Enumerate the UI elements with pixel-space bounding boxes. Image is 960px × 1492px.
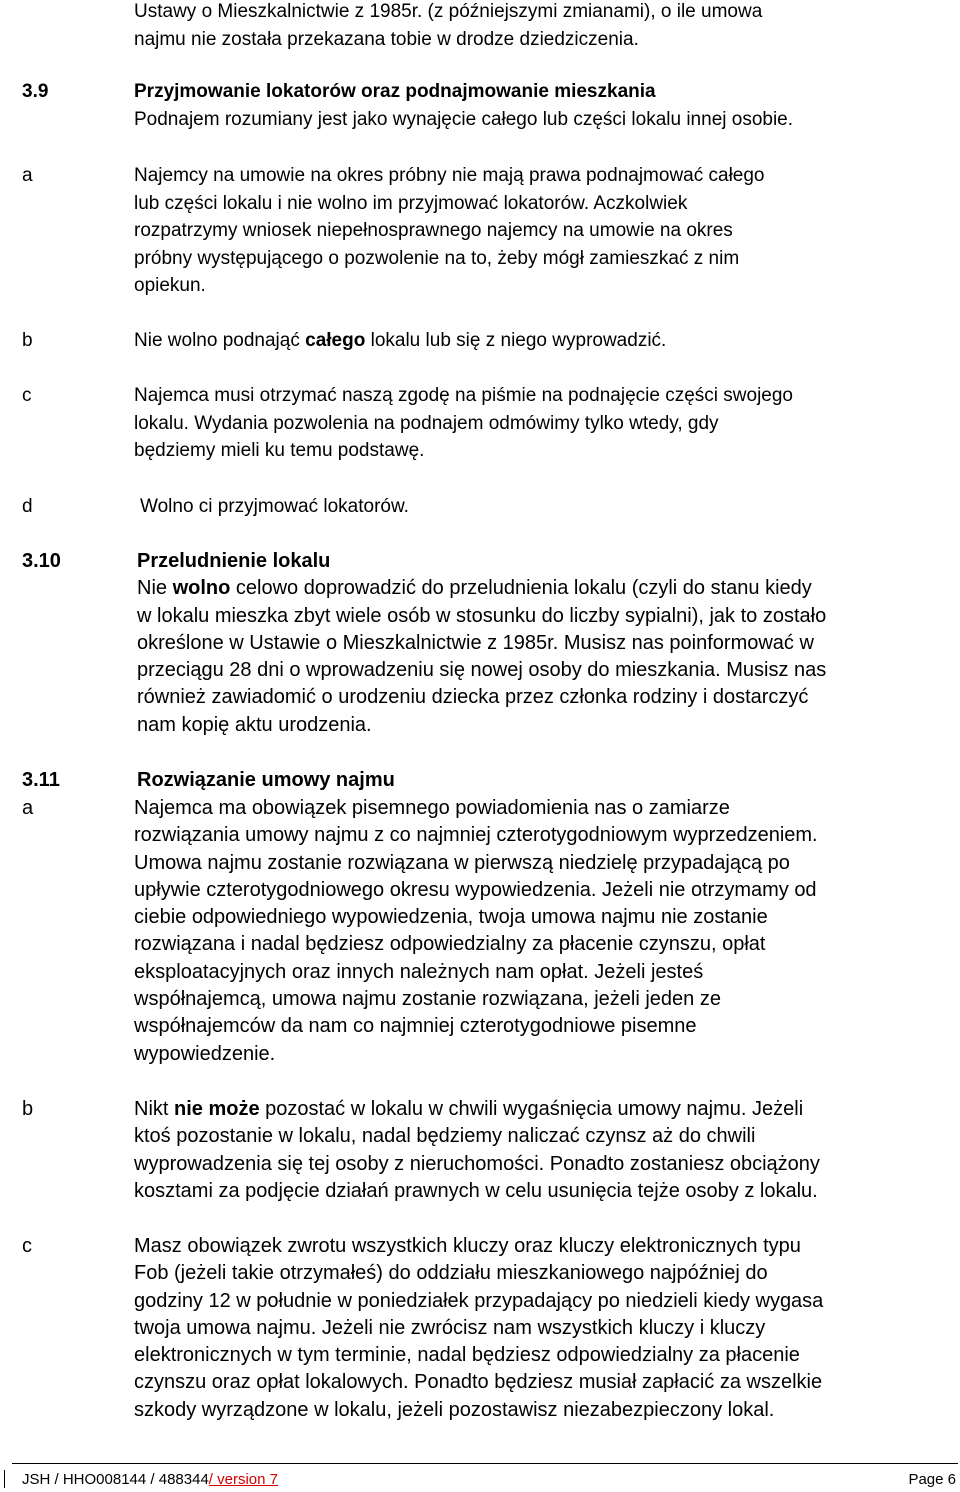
- item-text: celowo doprowadzić do przeludnienia lokalu (czyli do stanu kiedy: [230, 577, 812, 600]
- item-line: lub części lokalu i nie wolno im przyjmować lokatorów. Aczkolwiek: [134, 192, 688, 214]
- document-reference: [22, 1471, 278, 1489]
- item-line: elektronicznych w tym terminie, nadal będziesz odpowiedzialny za płacenie: [134, 1344, 800, 1367]
- item-3-9-a: [134, 162, 960, 300]
- section-description: Podnajem rozumiany jest jako wynajęcie całego lub części lokalu innej osobie.: [134, 108, 794, 130]
- item-line: eksploatacyjnych oraz innych należnych nam opłat. Jeżeli jesteś: [134, 960, 704, 983]
- section-3-9: [134, 78, 960, 133]
- item-line: wyprowadzenia się tej osoby z nieruchomości. Ponadto zostaniesz obciążony: [134, 1152, 820, 1175]
- section-title: Przeludnienie lokalu: [137, 550, 331, 572]
- item-line: twoja umowa najmu. Jeżeli nie zwrócisz nam wszystkich kluczy i kluczy: [134, 1316, 766, 1339]
- item-line: Umowa najmu zostanie rozwiązana w pierwszą niedzielę przypadającą po: [134, 851, 790, 874]
- item-3-9-d: [140, 493, 960, 521]
- item-line: Najemca ma obowiązek pisemnego powiadomienia nas o zamiarze: [134, 797, 730, 819]
- item-3-11-c: [134, 1233, 960, 1424]
- emphasis: całego: [305, 330, 366, 351]
- item-line: szkody wyrządzone w lokalu, jeżeli pozostawisz niezabezpieczony lokal.: [134, 1398, 775, 1421]
- item-text: pozostać w lokalu w chwili wygaśnięcia umowy najmu. Jeżeli: [259, 1098, 804, 1120]
- item-line: opiekun.: [134, 275, 206, 296]
- item-line: ktoś pozostanie w lokalu, nadal będziemy naliczać czynsz aż do chwili: [134, 1125, 756, 1148]
- item-text: Nie wolno podnająć: [134, 330, 306, 351]
- intro-line: najmu nie została przekazana tobie w drodze dziedziczenia.: [134, 28, 639, 50]
- item-line: Fob (jeżeli takie otrzymałeś) do oddziału mieszkaniowego najpóźniej do: [134, 1262, 768, 1285]
- item-text: Nikt: [134, 1098, 174, 1120]
- item-line: nam kopię aktu urodzenia.: [137, 713, 372, 736]
- section-title: Przyjmowanie lokatorów oraz podnajmowanie mieszkania: [134, 81, 656, 102]
- item-line: lokalu. Wydania pozwolenia na podnajem odmówimy tylko wtedy, gdy: [134, 412, 719, 434]
- item-3-11-b: [134, 1096, 960, 1205]
- item-label: b: [22, 1098, 34, 1120]
- section-number: 3.9: [22, 81, 49, 102]
- section-3-11-title: [137, 767, 960, 794]
- item-line: rozwiązania umowy najmu z co najmniej czterotygodniowym wyprzedzeniem.: [134, 824, 818, 847]
- item-label: b: [22, 330, 33, 351]
- item-label: a: [22, 165, 33, 186]
- item-text: lokalu lub się z niego wyprowadzić.: [365, 330, 667, 351]
- item-line: godziny 12 w południe w poniedziałek przypadający po niedzieli kiedy wygasa: [134, 1289, 824, 1312]
- item-line: rozwiązana i nadal będziesz odpowiedzialny za płacenie czynszu, opłat: [134, 933, 766, 956]
- footer-divider: [4, 1470, 5, 1488]
- section-3-10: [137, 548, 960, 739]
- emphasis: wolno: [172, 577, 231, 600]
- item-line: wypowiedzenie.: [134, 1042, 276, 1065]
- item-3-11-a: [134, 795, 960, 1068]
- emphasis: nie może: [174, 1098, 260, 1120]
- item-text: Wolno ci przyjmować lokatorów.: [140, 496, 409, 517]
- item-line: Masz obowiązek zwrotu wszystkich kluczy oraz kluczy elektronicznych typu: [134, 1235, 801, 1257]
- item-line: współnajemców da nam co najmniej czterotygodniowe pisemne: [134, 1015, 697, 1038]
- item-line: czynszu oraz opłat lokalowych. Ponadto będziesz musiał zapłacić za wszelkie: [134, 1371, 823, 1394]
- item-3-9-b: [134, 327, 960, 355]
- section-title: Rozwiązanie umowy najmu: [137, 769, 395, 791]
- intro-paragraph: [134, 0, 960, 53]
- item-label: d: [22, 496, 33, 517]
- page-number: Page 6: [908, 1471, 956, 1488]
- item-line: rozpatrzymy wniosek niepełnosprawnego najemcy na umowie na okres: [134, 220, 733, 241]
- item-3-9-c: [134, 382, 960, 465]
- item-line: współnajemcą, umowa najmu zostanie rozwiązana, jeżeli jeden ze: [134, 988, 721, 1011]
- section-number: 3.10: [22, 550, 61, 572]
- item-label: c: [22, 1235, 32, 1257]
- item-label: a: [22, 797, 34, 819]
- item-text: Nie: [137, 577, 173, 600]
- item-line: będziemy mieli ku temu podstawę.: [134, 440, 425, 461]
- intro-line: Ustawy o Mieszkalnictwie z 1985r. (z późniejszymi zmianami), o ile umowa: [134, 1, 763, 22]
- item-line: w lokalu mieszka zbyt wiele osób w stosunku do liczby sypialni), jak to zostało: [137, 604, 827, 627]
- item-line: Najemcy na umowie na okres próbny nie mają prawa podnajmować całego: [134, 165, 765, 186]
- item-line: również zawiadomić o urodzeniu dziecka przez członka rodziny i dostarczyć: [137, 686, 809, 709]
- item-line: kosztami za podjęcie działań prawnych w celu usunięcia tejże osoby z lokalu.: [134, 1179, 818, 1202]
- page-footer: [0, 1458, 960, 1492]
- item-line: przeciągu 28 dni o wprowadzeniu się nowej osoby do mieszkania. Musisz nas: [137, 659, 827, 682]
- section-number: 3.11: [22, 769, 60, 791]
- footer-rule: [12, 1463, 958, 1464]
- item-label: c: [22, 385, 32, 406]
- version-label: / version 7: [208, 1471, 278, 1488]
- item-line: upływie czterotygodniowego okresu wypowiedzenia. Jeżeli nie otrzymamy od: [134, 878, 817, 901]
- item-line: ciebie odpowiedniego wypowiedzenia, twoja umowa najmu nie zostanie: [134, 906, 768, 929]
- item-line: Najemca musi otrzymać naszą zgodę na piśmie na podnajęcie części swojego: [134, 385, 793, 406]
- item-line: próbny występującego o pozwolenie na to, żeby mógł zamieszkać z nim: [134, 247, 740, 269]
- reference-code: JSH / HHO008144 / 488344: [22, 1471, 209, 1488]
- item-line: określone w Ustawie o Mieszkalnictwie z 1985r. Musisz nas poinformować w: [137, 631, 814, 654]
